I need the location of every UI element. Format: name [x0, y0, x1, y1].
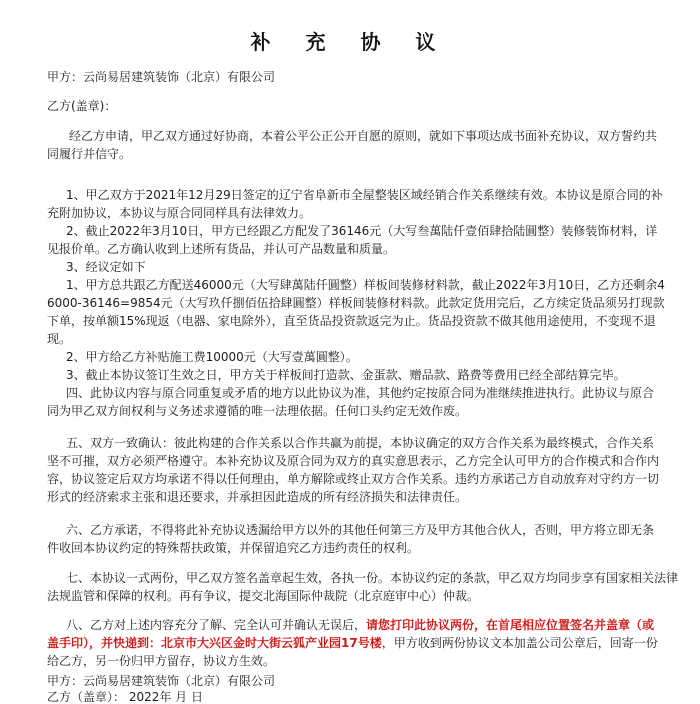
party-a-header: 甲方：云尚易居建筑装饰（北京）有限公司 — [47, 70, 276, 84]
clause-3-1-line-2: 6000-36146=9854元（大写玖仟捌佰伍拾肆圓整）样板间装修材料款。此款定货用完后，乙方续定货品须另打现款 — [47, 296, 665, 310]
clause-5-line-2: 坚不可摧，双方必须严格遵守。本补充协议及原合同为双方的真实意思表示，乙方完全认可甲方的合作模式和合作内 — [47, 454, 660, 468]
clause-8-line-1 — [66, 616, 654, 635]
party-b-header: 乙方(盖章)： — [47, 99, 117, 113]
clause-6-line-1: 六、乙方承诺，不得将此补充协议透漏给甲方以外的其他任何第三方及甲方其他合伙人，否则，甲方将立即无条 — [66, 523, 655, 537]
clause-3-2: 2、甲方给乙方补贴施工费10000元（大写壹萬圓整）。 — [66, 350, 358, 364]
clause-8-text-cont: ，甲方收到两份协议文本加盖公司公章后，回寄一份 — [381, 636, 658, 650]
clause-3-1-line-3: 下单，按单额15%现返（电器、家电除外），直至货品投资款返完为止。货品投资款不做其他用途使用，不变现不退 — [47, 314, 656, 328]
clause-1-line-1: 1、甲乙双方于2021年12月29日签定的辽宁省阜新市全屋整装区域经销合作关系继续有效。本协议是原合同的补 — [66, 188, 663, 202]
clause-3-heading: 3、经议定如下 — [66, 260, 146, 274]
clause-1-line-2: 充附加协议，本协议与原合同同样具有法律效力。 — [47, 206, 312, 220]
clause-7-line-1: 七、本协议一式两份，甲乙双方签名盖章起生效，各执一份。本协议约定的条款，甲乙双方均同步享有国家相关法律 — [66, 571, 679, 585]
preamble-line-1: 经乙方申请，甲乙双方通过好协商，本着公平公正公开自愿的原则，就如下事项达成书面补充协议，双方誓约共 — [69, 129, 658, 143]
clause-7-line-2: 法规监管和保障的权利。再有争议，提交北海国际仲裁院（北京庭审中心）仲裁。 — [47, 589, 480, 603]
clause-8-line-3: 给乙方，另一份归甲方留存，协议方生效。 — [47, 654, 276, 668]
clause-3-3: 3、截止本协议签订生效之日，甲方关于样板间打造款、金蛋款、赠品款、路费等费用已经全部结算完毕。 — [66, 368, 626, 382]
document-title: 补 充 协 议 — [250, 30, 450, 54]
clause-8-text: 八、乙方对上述内容充分了解、完全认可并确认无误后， — [66, 618, 367, 632]
clause-4-line-2: 同为甲乙双方间权利与义务述求遵循的唯一法理依据。任何口头约定无效作废。 — [47, 404, 468, 418]
clause-3-1-line-1: 1、甲方总共跟乙方配送46000元（大写肆萬陆仟圓整）样板间装修材料款，截止2022年3月10日，乙方还剩余4 — [66, 278, 665, 292]
clause-5-line-4: 形式的经济索求主张和退还要求，并承担因此造成的所有经济损失和法律责任。 — [47, 490, 468, 504]
clause-6-line-2: 件收回本协议约定的特殊帮扶政策，并保留追究乙方违约责任的权利。 — [47, 541, 420, 555]
clause-8-instruction: 请您打印此协议两份，在首尾相应位置签名并盖章（或 — [366, 618, 655, 632]
clause-5-line-1: 五、双方一致确认：彼此构建的合作关系以合作共赢为前提，本协议确定的双方合作关系为最终模式，合作关系 — [66, 436, 655, 450]
signature-party-b: 乙方（盖章）： 2022年 月 日 — [47, 690, 203, 704]
clause-2-line-2: 见报价单。乙方确认收到上述所有货品，并认可产品数量和质量。 — [47, 242, 396, 256]
clause-8-mailing-address: 盖手印），并快递到：北京市大兴区金时大街云狐产业园17号楼 — [47, 636, 382, 650]
clause-2-line-1: 2、截止2022年3月10日，甲方已经跟乙方配发了36146元（大写叁萬陆仟壹佰肆拾陆圓整）装修装饰材料，详 — [66, 224, 658, 238]
clause-3-1-line-4: 现。 — [47, 332, 72, 346]
signature-party-a: 甲方：云尚易居建筑装饰（北京）有限公司 — [47, 674, 276, 688]
clause-5-line-3: 容，协议签定后双方均承诺不得以任何理由，单方解除或终止双方合作关系。违约方承诺己方自动放弃对守约方一切 — [47, 472, 660, 486]
preamble-line-2: 同履行并信守。 — [47, 147, 132, 161]
clause-8-line-2 — [47, 634, 658, 653]
clause-4-line-1: 四、此协议内容与原合同重复或矛盾的地方以此协议为准，其他约定按原合同为准继续推进执行。此协议与原合 — [66, 386, 655, 400]
